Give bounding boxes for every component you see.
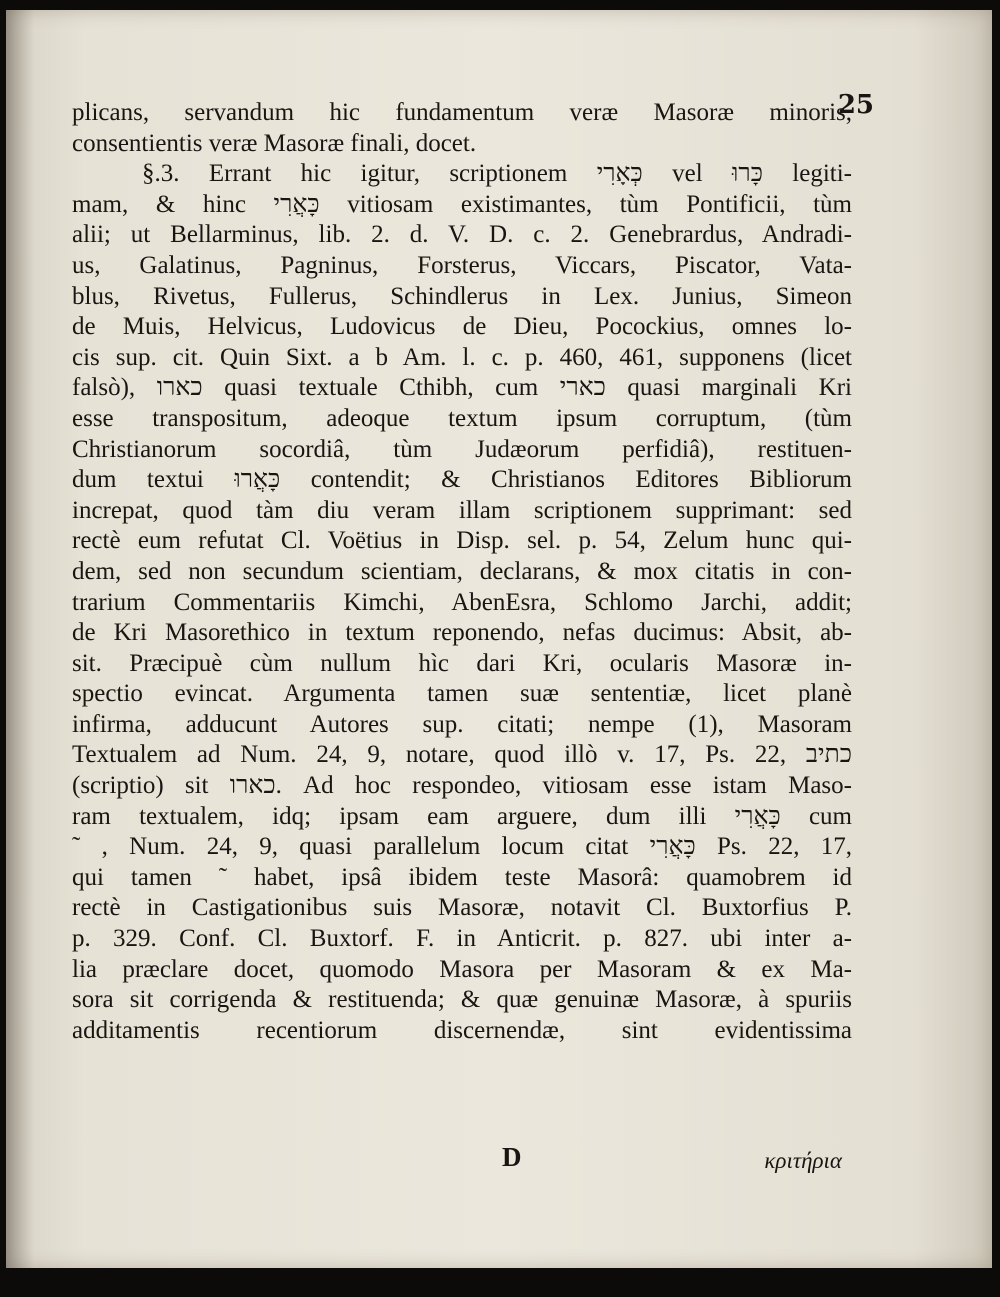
text-line: qui tamen ˜ habet, ipsâ ibidem teste Masorâ: quamobrem id: [72, 863, 852, 891]
text-line: us, Galatinus, Pagninus, Forsterus, Viccars, Piscator, Vata-: [72, 251, 852, 279]
page-footer: [72, 1142, 852, 1176]
page-number: 25: [837, 90, 874, 120]
text-line: mam, & hinc כָּאֲרִי vitiosam existimantes, tùm Pontificii, tùm: [72, 190, 853, 218]
text-line: trarium Commentariis Kimchi, AbenEsra, Schlomo Jarchi, addit;: [72, 588, 852, 616]
text-line: increpat, quod tàm diu veram illam scriptionem supprimant: sed: [72, 496, 852, 524]
text-line: blus, Rivetus, Fullerus, Schindlerus in Lex. Junius, Simeon: [72, 282, 852, 310]
text-line: falsò), כארו quasi textuale Cthibh, cum כארי quasi marginali Kri: [72, 374, 853, 402]
text-line: §.3. Errant hic igitur, scriptionem כְּאָרִי vel כָּרוּ legiti-: [142, 160, 852, 188]
text-line: esse transpositum, adeoque textum ipsum corruptum, (tùm: [72, 404, 852, 432]
text-line: de Muis, Helvicus, Ludovicus de Dieu, Pocockius, omnes lo-: [72, 313, 852, 341]
text-line: Christianorum socordiâ, tùm Judæorum perfidiâ), restituen-: [72, 435, 852, 463]
catchword: κριτήρια: [764, 1148, 842, 1173]
text-line: sit. Præcipuè cùm nullum hìc dari Kri, ocularis Masoræ in-: [72, 649, 852, 677]
text-line: spectio evincat. Argumenta tamen suæ sententiæ, licet planè: [72, 680, 852, 708]
text-line: ˜ , Num. 24, 9, quasi parallelum locum citat כָּאֲרִי Ps. 22, 17,: [72, 833, 853, 861]
page-body-text: [72, 98, 852, 1046]
text-line: plicans, servandum hic fundamentum veræ Masoræ minoris,: [72, 99, 852, 126]
text-line: alii; ut Bellarminus, lib. 2. d. V. D. c. 2. Genebrardus, Andradi-: [72, 221, 852, 249]
text-line: Textualem ad Num. 24, 9, notare, quod illò v. 17, Ps. 22, כתיב: [72, 741, 852, 769]
text-line: lia præclare docet, quomodo Masora per Masoram & ex Ma-: [72, 955, 852, 983]
text-line: de Kri Masorethico in textum reponendo, nefas ducimus: Absit, ab-: [72, 619, 852, 647]
text-line: dem, sed non secundum scientiam, declarans, & mox citatis in con-: [72, 557, 852, 585]
text-line: infirma, adducunt Autores sup. citati; nempe (1), Masoram: [72, 710, 852, 738]
text-line: additamentis recentiorum discernendæ, sint evidentissima: [72, 1016, 852, 1044]
text-line: (scriptio) sit כארו. Ad hoc respondeo, vitiosam esse istam Maso-: [72, 772, 852, 800]
spine-shadow: [6, 10, 34, 1268]
signature-mark: D: [502, 1142, 522, 1172]
text-line: rectè eum refutat Cl. Voëtius in Disp. sel. p. 54, Zelum hunc qui-: [72, 527, 852, 555]
text-line: rectè in Castigationibus suis Masoræ, notavit Cl. Buxtorfius P.: [72, 894, 852, 922]
text-line: dum textui כָּאֲרוּ contendit; & Christianos Editores Bibliorum: [72, 466, 852, 494]
text-line: sora sit corrigenda & restituenda; & quæ genuinæ Masoræ, à spuriis: [72, 986, 852, 1014]
text-line: p. 329. Conf. Cl. Buxtorf. F. in Anticrit. p. 827. ubi inter a-: [72, 925, 852, 953]
text-line: consentientis veræ Masoræ finali, docet.: [72, 129, 477, 157]
text-line: cis sup. cit. Quin Sixt. a b Am. l. c. p. 460, 461, supponens (licet: [72, 343, 852, 371]
text-line: ram textualem, idq; ipsam eam arguere, dum illi כָּאֲרִי cum: [72, 802, 852, 830]
